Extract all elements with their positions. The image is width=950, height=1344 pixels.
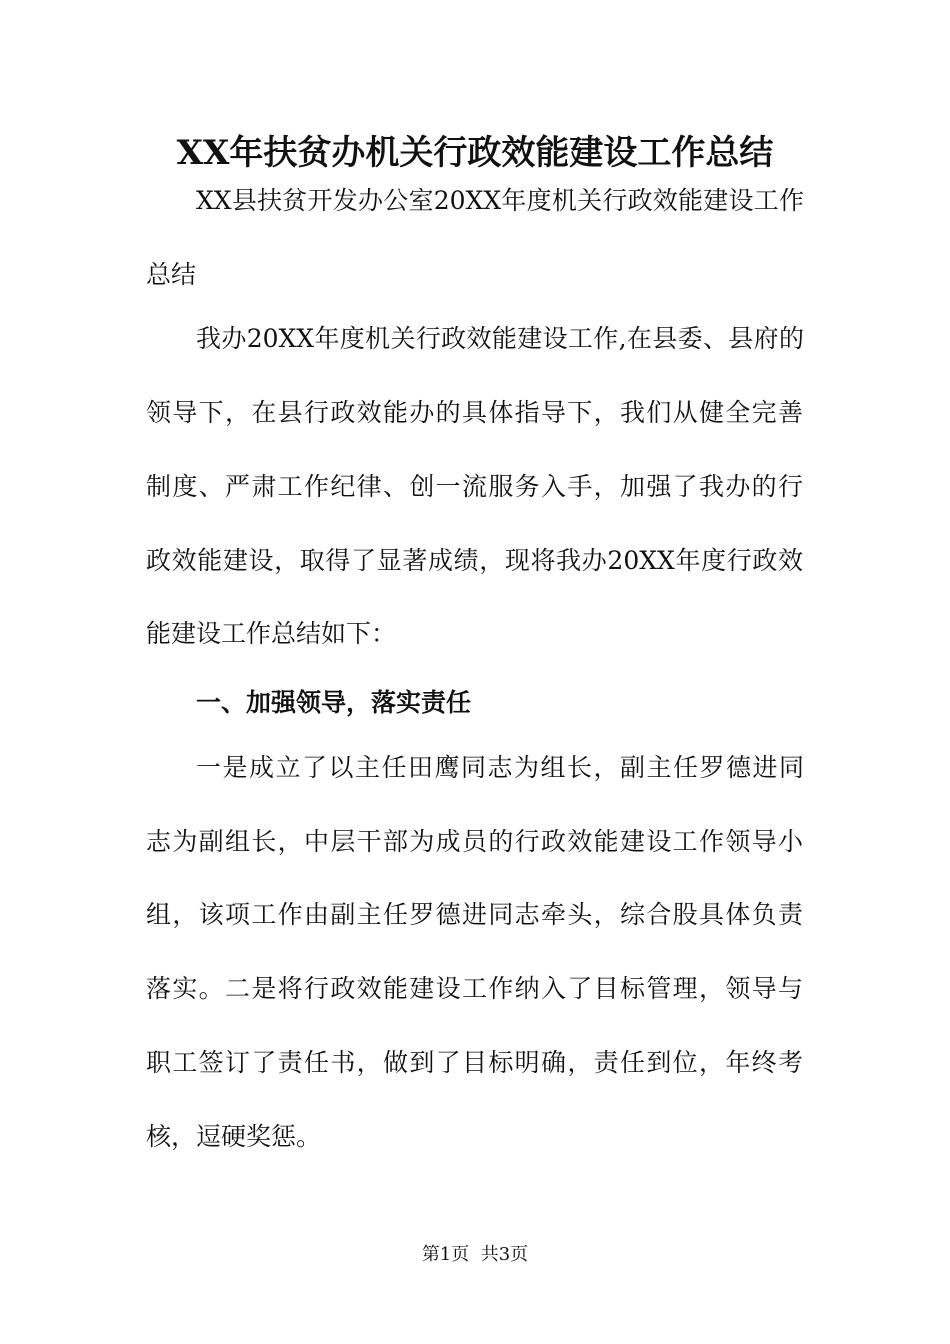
paragraph-line: 组，该项工作由副主任罗德进同志牵头，综合股具体负责 — [146, 900, 803, 929]
paragraph-line: 我办20XX年度机关行政效能建设工作,在县委、县府的 — [196, 324, 804, 353]
page-footer: 第1页 共3页 — [421, 1244, 529, 1265]
paragraph-line: 一是成立了以主任田鹰同志为组长，副主任罗德进同 — [196, 753, 804, 782]
section-heading: 一、加强领导，落实责任 — [196, 688, 472, 717]
paragraph-line: 领导下，在县行政效能办的具体指导下，我们从健全完善 — [146, 398, 803, 427]
document-title: XX年扶贫办机关行政效能建设工作总结 — [176, 133, 774, 173]
paragraph-line: 志为副组长，中层干部为成员的行政效能建设工作领导小 — [146, 827, 803, 856]
paragraph-line: 能建设工作总结如下： — [146, 619, 397, 648]
paragraph-line: 制度、严肃工作纪律、创一流服务入手，加强了我办的行 — [146, 472, 803, 501]
paragraph-line: XX县扶贫开发办公室20XX年度机关行政效能建设工作 — [196, 186, 804, 215]
paragraph-line: 总结 — [146, 260, 197, 289]
paragraph-line: 政效能建设，取得了显著成绩，现将我办20XX年度行政效 — [146, 546, 803, 575]
paragraph-line: 职工签订了责任书，做到了目标明确，责任到位，年终考 — [146, 1048, 803, 1077]
paragraph-line: 核，逗硬奖惩。 — [146, 1122, 322, 1151]
paragraph-line: 落实。二是将行政效能建设工作纳入了目标管理，领导与 — [146, 974, 803, 1003]
